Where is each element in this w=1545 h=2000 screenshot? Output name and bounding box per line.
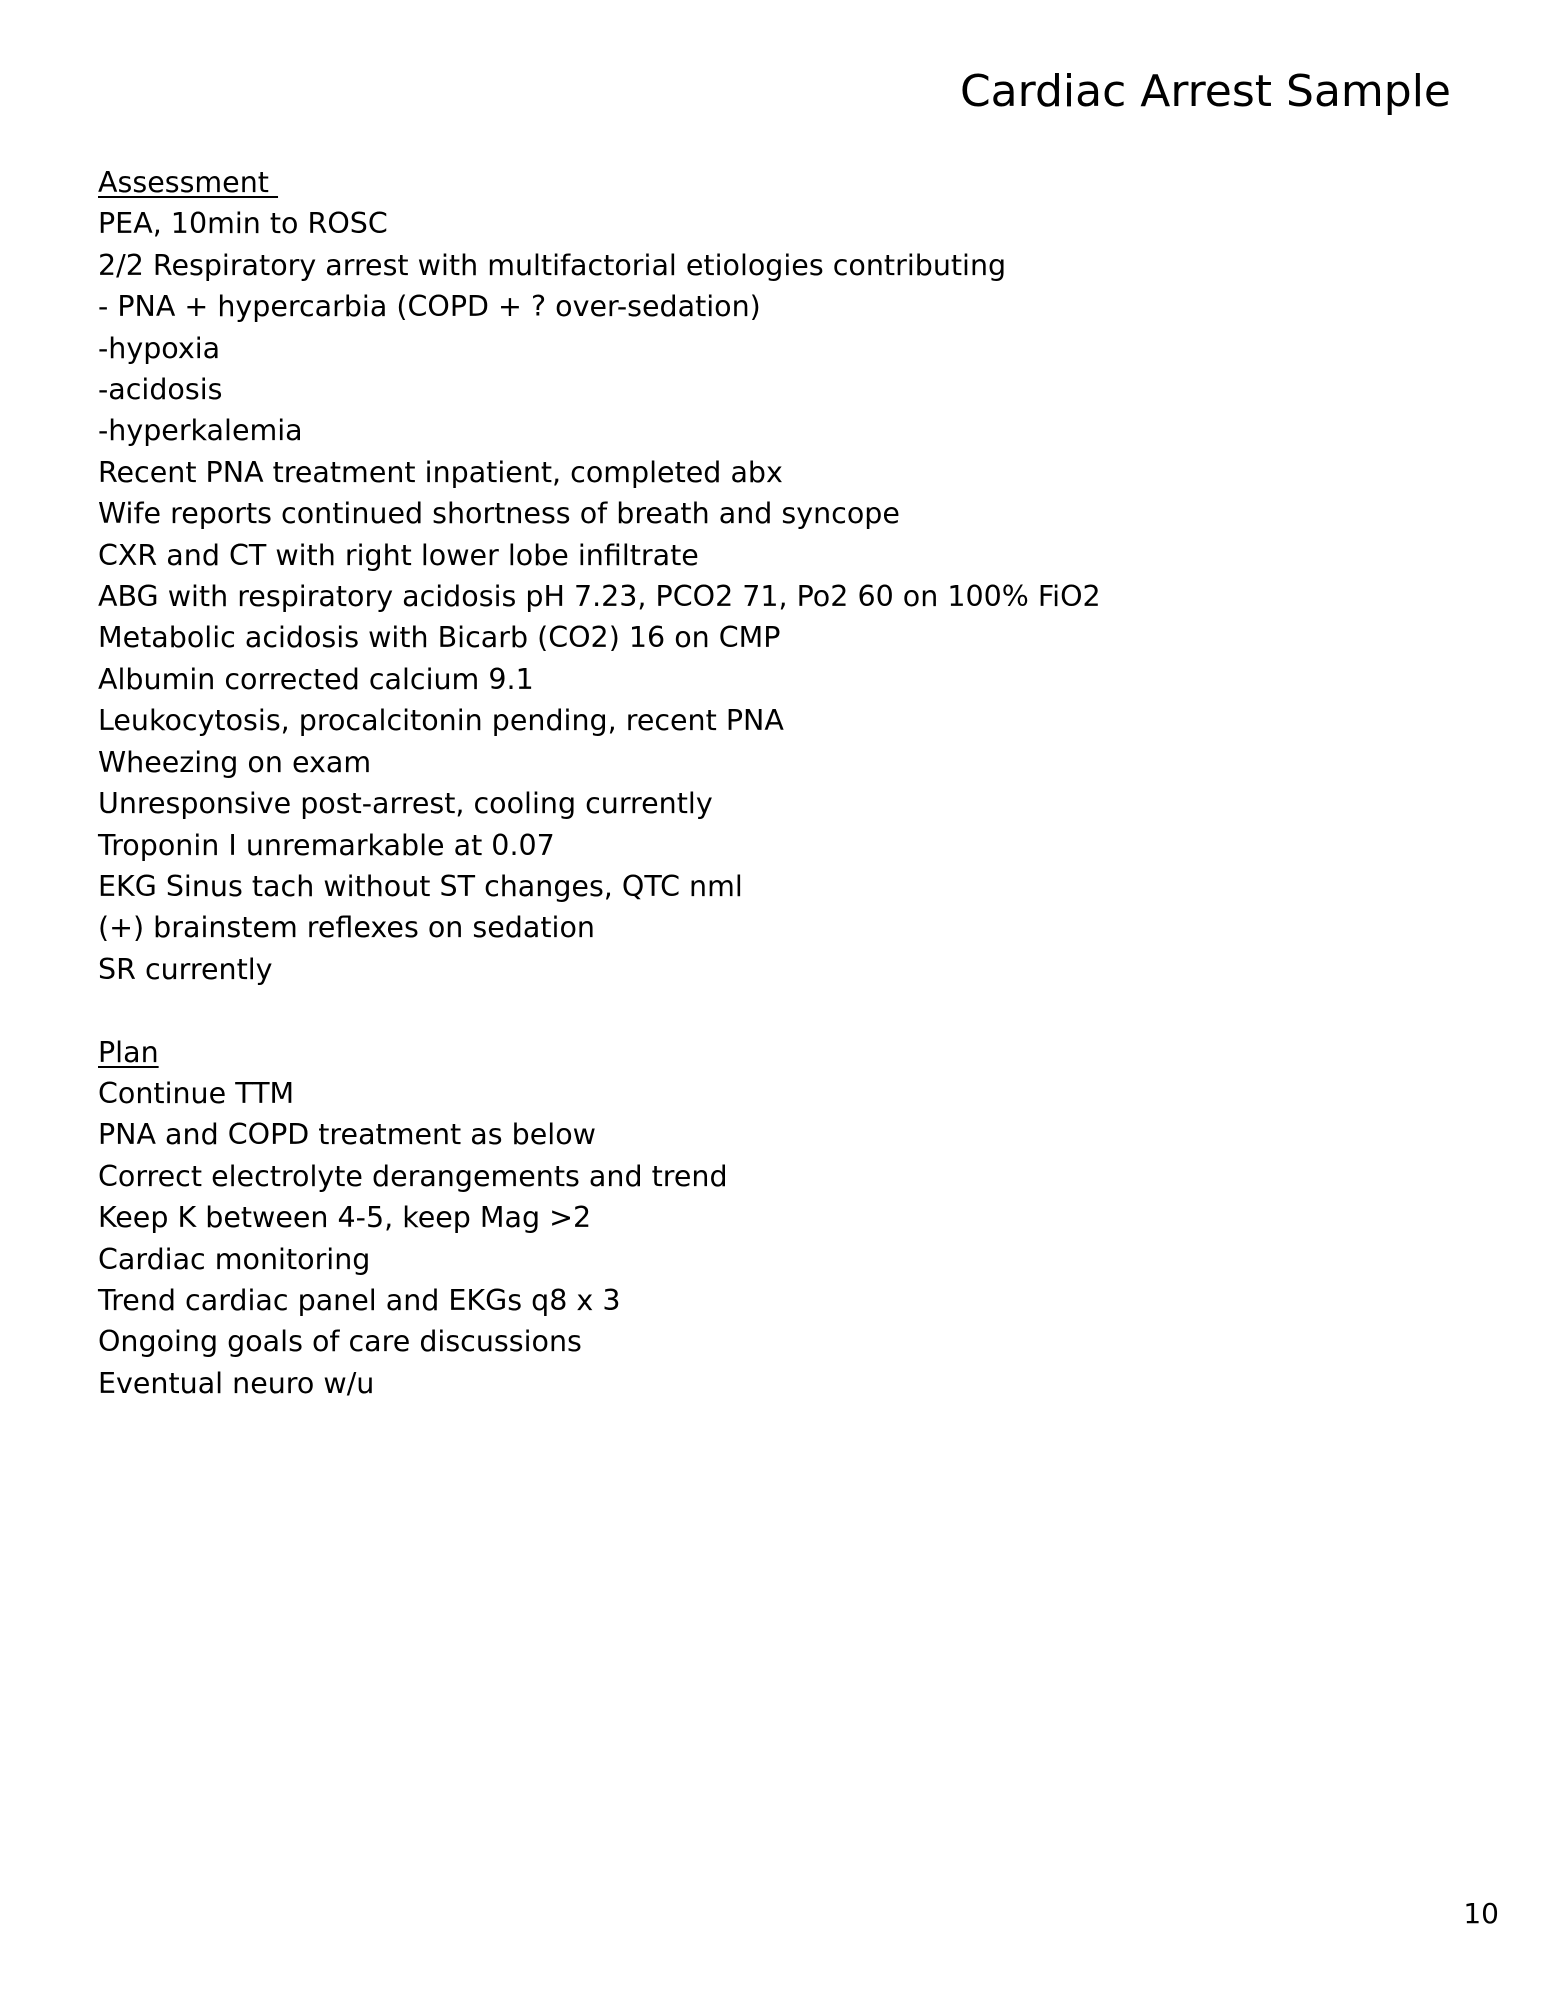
section-spacer bbox=[98, 990, 1438, 1031]
assessment-line: (+) brainstem reflexes on sedation bbox=[98, 911, 595, 945]
page-number: 10 bbox=[1463, 1897, 1499, 1930]
plan-line: Ongoing goals of care discussions bbox=[98, 1325, 582, 1359]
assessment-line: Albumin corrected calcium 9.1 bbox=[98, 662, 534, 696]
assessment-line: EKG Sinus tach without ST changes, QTC nml bbox=[98, 869, 743, 903]
assessment-line: Troponin I unremarkable at 0.07 bbox=[98, 828, 555, 862]
assessment-line: Wife reports continued shortness of breath and syncope bbox=[98, 497, 900, 531]
plan-lines bbox=[98, 1073, 1438, 1404]
assessment-line: Metabolic acidosis with Bicarb (CO2) 16 on CMP bbox=[98, 621, 781, 655]
assessment-line: Wheezing on exam bbox=[98, 745, 372, 779]
plan-line: Trend cardiac panel and EKGs q8 x 3 bbox=[98, 1283, 621, 1317]
assessment-line: Recent PNA treatment inpatient, completed abx bbox=[98, 455, 783, 489]
plan-line: Continue TTM bbox=[98, 1076, 295, 1110]
note-body bbox=[98, 162, 1438, 1404]
assessment-line: -hyperkalemia bbox=[98, 414, 303, 448]
assessment-line: Unresponsive post-arrest, cooling currently bbox=[98, 787, 713, 821]
plan-heading: Plan bbox=[98, 1035, 159, 1069]
plan-line: Eventual neuro w/u bbox=[98, 1366, 375, 1400]
assessment-line: 2/2 Respiratory arrest with multifactorial etiologies contributing bbox=[98, 248, 1007, 282]
assessment-lines bbox=[98, 203, 1438, 990]
page-title: Cardiac Arrest Sample bbox=[959, 66, 1451, 117]
assessment-section bbox=[98, 162, 1438, 990]
assessment-line: -hypoxia bbox=[98, 331, 221, 365]
assessment-line: CXR and CT with right lower lobe infiltrate bbox=[98, 538, 699, 572]
assessment-line: -acidosis bbox=[98, 373, 223, 407]
plan-line: PNA and COPD treatment as below bbox=[98, 1118, 596, 1152]
plan-line: Cardiac monitoring bbox=[98, 1242, 371, 1276]
plan-section bbox=[98, 1032, 1438, 1405]
assessment-line: Leukocytosis, procalcitonin pending, recent PNA bbox=[98, 704, 784, 738]
assessment-line: ABG with respiratory acidosis pH 7.23, PCO2 71, Po2 60 on 100% FiO2 bbox=[98, 580, 1101, 614]
assessment-line: - PNA + hypercarbia (COPD + ? over-sedation) bbox=[98, 290, 761, 324]
assessment-heading: Assessment bbox=[98, 166, 279, 199]
assessment-line: PEA, 10min to ROSC bbox=[98, 207, 388, 241]
assessment-line: SR currently bbox=[98, 952, 273, 986]
plan-line: Correct electrolyte derangements and trend bbox=[98, 1159, 728, 1193]
plan-line: Keep K between 4-5, keep Mag >2 bbox=[98, 1201, 592, 1235]
